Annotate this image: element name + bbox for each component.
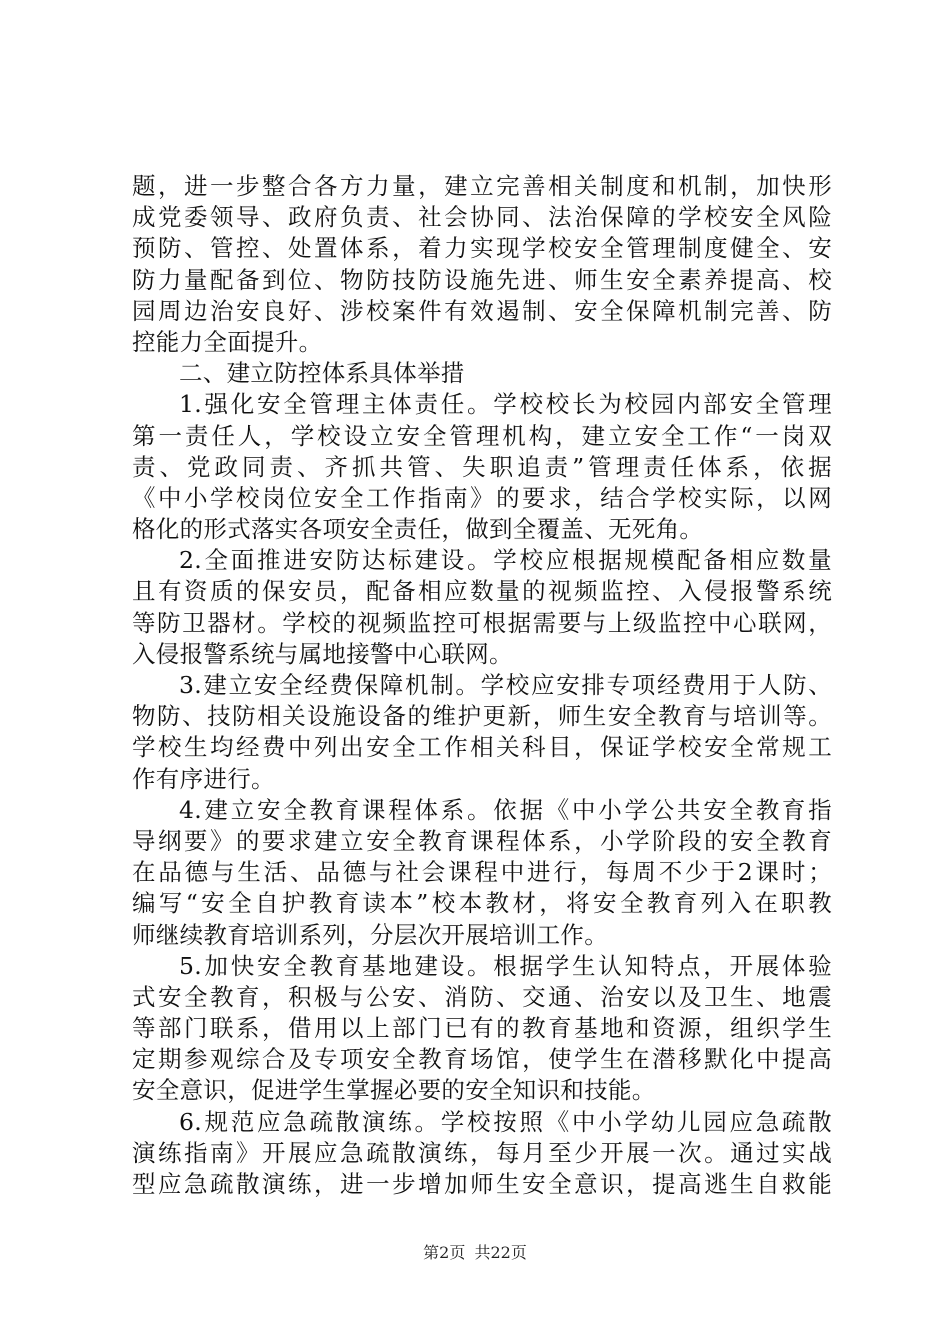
text-line: 入侵报警系统与属地接警中心联网。 <box>132 639 513 668</box>
page-footer <box>0 1240 950 1263</box>
text-line: 学校生均经费中列出安全工作相关科目，保证学校安全常规工 <box>132 733 832 762</box>
text-line: 5.加快安全教育基地建设。根据学生认知特点，开展体验 <box>179 951 832 980</box>
text-line: 成党委领导、政府负责、社会协同、法治保障的学校安全风险 <box>132 203 832 232</box>
text-line: 导纲要》的要求建立安全教育课程体系，小学阶段的安全教育 <box>132 826 832 855</box>
text-line: 6.规范应急疏散演练。学校按照《中小学幼儿园应急疏散 <box>179 1107 832 1136</box>
text-line: 定期参观综合及专项安全教育场馆，使学生在潜移默化中提高 <box>132 1045 832 1074</box>
text-line: 3.建立安全经费保障机制。学校应安排专项经费用于人防、 <box>179 671 832 699</box>
text-line: 且有资质的保安员，配备相应数量的视频监控、入侵报警系统 <box>132 577 832 606</box>
text-line: 格化的形式落实各项安全责任，做到全覆盖、无死角。 <box>132 515 704 544</box>
text-line: 4.建立安全教育课程体系。依据《中小学公共安全教育指 <box>179 795 832 824</box>
text-line: 预防、管控、处置体系，着力实现学校安全管理制度健全、安 <box>132 234 832 263</box>
text-line: 控能力全面提升。 <box>132 327 323 356</box>
text-line: 二、建立防控体系具体举措 <box>179 359 465 388</box>
text-line: 等部门联系，借用以上部门已有的教育基地和资源，组织学生 <box>132 1014 832 1043</box>
text-line: 等防卫器材。学校的视频监控可根据需要与上级监控中心联网， <box>132 608 832 637</box>
text-line: 物防、技防相关设施设备的维护更新，师生安全教育与培训等。 <box>132 702 832 731</box>
text-line: 防力量配备到位、物防技防设施先进、师生安全素养提高、校 <box>132 265 832 294</box>
text-line: 题，进一步整合各方力量，建立完善相关制度和机制，加快形 <box>132 172 832 200</box>
text-line: 型应急疏散演练，进一步增加师生安全意识，提高逃生自救能 <box>132 1170 832 1198</box>
text-line: 编写“安全自护教育读本”校本教材，将安全教育列入在职教 <box>132 889 832 918</box>
text-line: 园周边治安良好、涉校案件有效遏制、安全保障机制完善、防 <box>132 296 832 325</box>
text-line: 安全意识，促进学生掌握必要的安全知识和技能。 <box>132 1076 656 1105</box>
text-line: 1.强化安全管理主体责任。学校校长为校园内部安全管理 <box>179 390 832 419</box>
page-total: 共22页 <box>474 1243 527 1262</box>
text-line: 在品德与生活、品德与社会课程中进行，每周不少于2课时； <box>132 858 832 887</box>
text-line: 2.全面推进安防达标建设。学校应根据规模配备相应数量 <box>179 546 832 575</box>
text-line: 作有序进行。 <box>132 764 275 793</box>
text-line: 演练指南》开展应急疏散演练，每月至少开展一次。通过实战 <box>132 1138 832 1167</box>
text-line: 《中小学校岗位安全工作指南》的要求，结合学校实际，以网 <box>132 483 832 512</box>
page-number: 第2页 <box>423 1243 466 1262</box>
text-line: 师继续教育培训系列，分层次开展培训工作。 <box>132 920 608 949</box>
body-text <box>132 171 832 1200</box>
text-line: 责、党政同责、齐抓共管、失职追责”管理责任体系，依据 <box>132 452 832 481</box>
text-line: 式安全教育，积极与公安、消防、交通、治安以及卫生、地震 <box>132 982 832 1011</box>
text-line: 第一责任人，学校设立安全管理机构，建立安全工作“一岗双 <box>132 421 832 450</box>
